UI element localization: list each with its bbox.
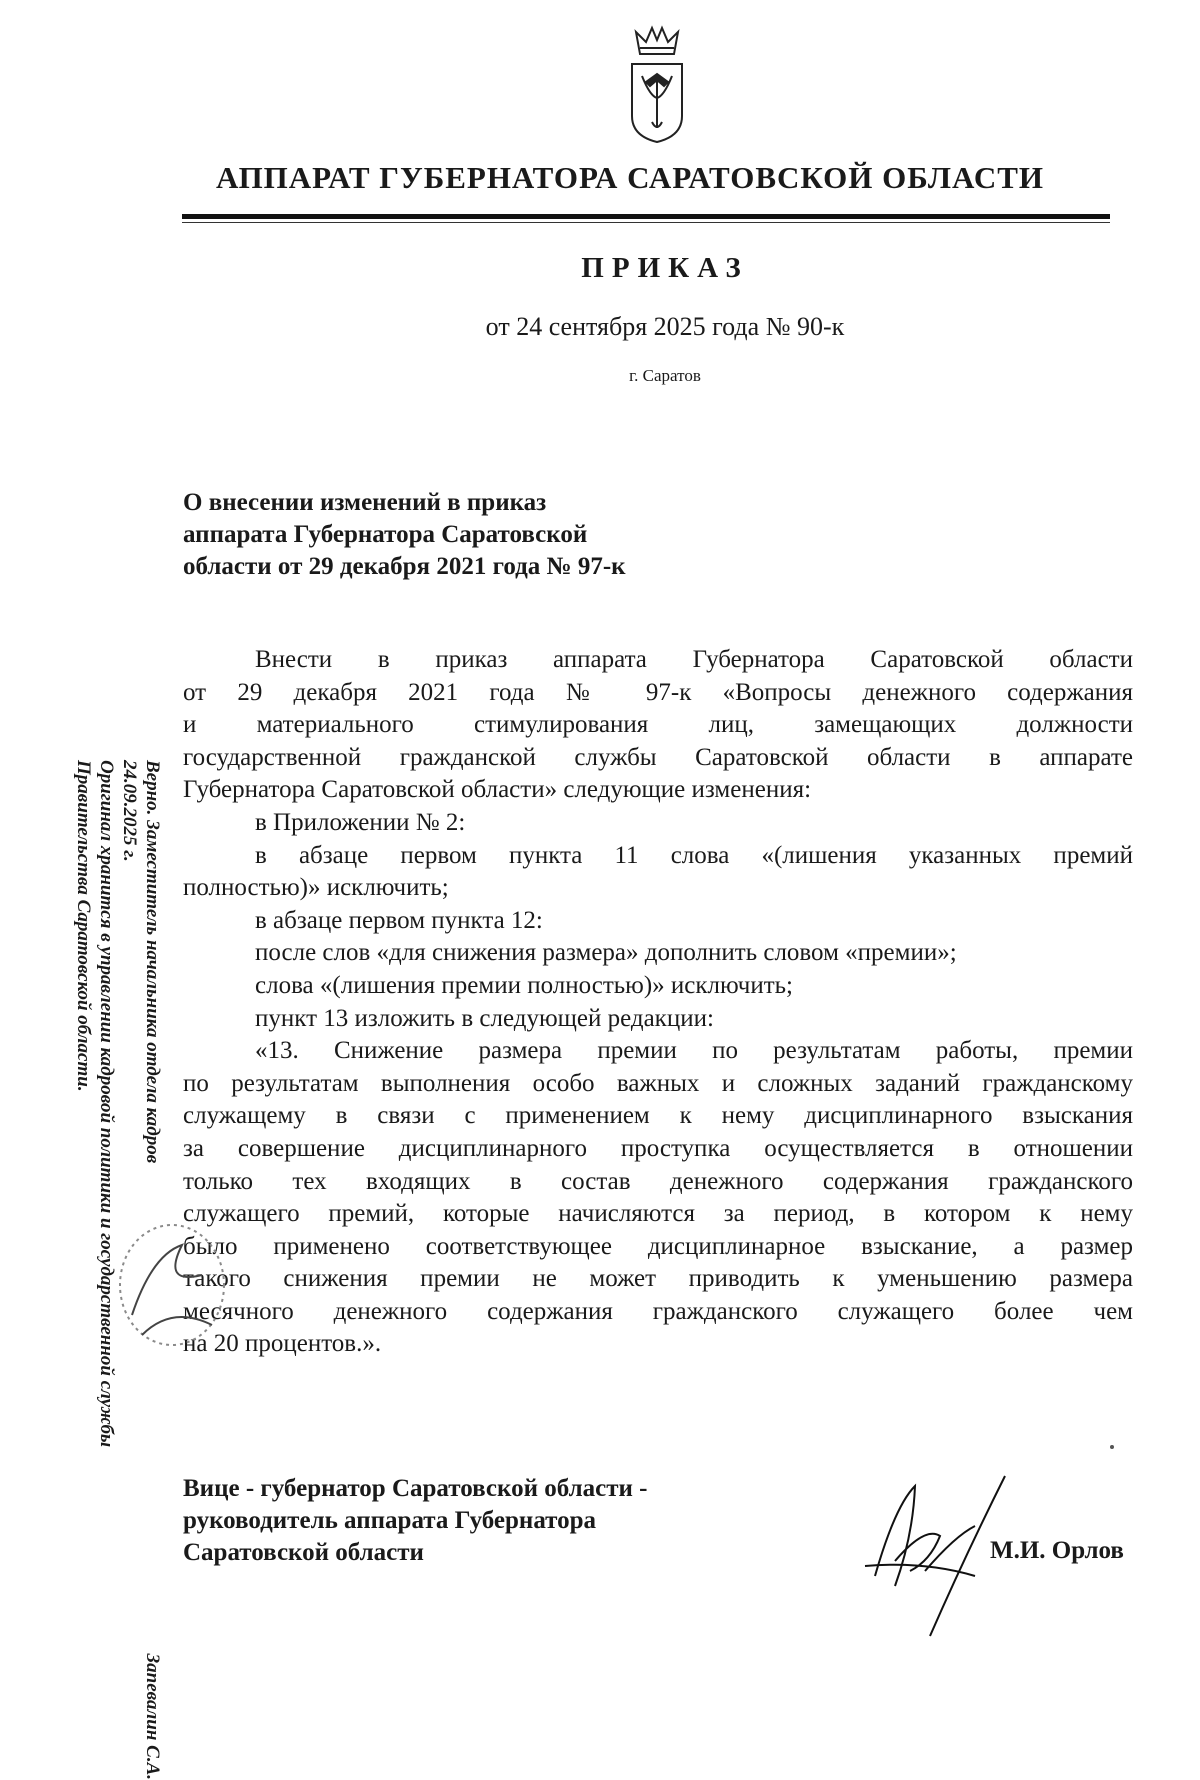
signer-position [183, 1473, 803, 1569]
certification-line [141, 760, 164, 1780]
body-line: в абзаце первом пункта 12: [183, 905, 1133, 938]
certification-line: Правительства Саратовской области. [72, 760, 95, 1780]
scan-speck [1110, 1445, 1114, 1449]
body-line: и материального стимулирования лиц, замещающих должности [183, 709, 1133, 742]
body-line: было применено соответствующее дисциплинарное взыскание, а размер [183, 1231, 1133, 1264]
document-subject [183, 487, 783, 583]
organization-title: АППАРАТ ГУБЕРНАТОРА САРАТОВСКОЙ ОБЛАСТИ [180, 160, 1080, 196]
body-line: полностью)» исключить; [183, 872, 1133, 905]
certifier-name: Запевалин С.А. [141, 1654, 164, 1780]
header-divider-thick [182, 214, 1110, 219]
saratov-coat-of-arms-icon [626, 24, 688, 144]
document-body [183, 644, 1133, 1361]
certification-line: Оригинал хранится в управлении кадровой политики и государственной службы [95, 760, 118, 1780]
body-line: «13. Снижение размера премии по результатам работы, премии [183, 1035, 1133, 1068]
signer-position-line: Саратовской области [183, 1537, 803, 1569]
body-line: служащего премий, которые начисляются за период, в котором к нему [183, 1198, 1133, 1231]
subject-line: аппарата Губернатора Саратовской [183, 519, 783, 551]
body-line: Губернатора Саратовской области» следующие изменения: [183, 774, 1133, 807]
body-line: только тех входящих в состав денежного содержания гражданского [183, 1166, 1133, 1199]
body-line: после слов «для снижения размера» дополнить словом «премии»; [183, 937, 1133, 970]
signer-name: М.И. Орлов [990, 1537, 1124, 1565]
document-type: ПРИКАЗ [300, 252, 1030, 285]
body-line: за совершение дисциплинарного проступка осуществляется в отношении [183, 1133, 1133, 1166]
certification-note [24, 760, 164, 1780]
body-line: Внести в приказ аппарата Губернатора Саратовской области [183, 644, 1133, 677]
body-line: слова «(лишения премии полностью)» исключить; [183, 970, 1133, 1003]
certification-date: 24.09.2025 г. [118, 760, 141, 1780]
body-line: на 20 процентов.». [183, 1328, 1133, 1361]
body-line: служащему в связи с применением к нему дисциплинарного взыскания [183, 1100, 1133, 1133]
certification-text: Верно. Заместитель начальника отдела кадров [142, 760, 163, 1163]
body-line: месячного денежного содержания гражданского служащего более чем [183, 1296, 1133, 1329]
body-line: в абзаце первом пункта 11 слова «(лишения указанных премий [183, 840, 1133, 873]
body-line: государственной гражданской службы Саратовской области в аппарате [183, 742, 1133, 775]
subject-line: области от 29 декабря 2021 года № 97-к [183, 551, 783, 583]
header-divider-thin [182, 222, 1110, 223]
signer-position-line: руководитель аппарата Губернатора [183, 1505, 803, 1537]
document-date-number: от 24 сентября 2025 года № 90-к [300, 312, 1030, 342]
signer-position-line: Вице - губернатор Саратовской области - [183, 1473, 803, 1505]
document-city: г. Саратов [300, 366, 1030, 386]
body-line: такого снижения премии не может приводить к уменьшению размера [183, 1263, 1133, 1296]
subject-line: О внесении изменений в приказ [183, 487, 783, 519]
body-line: по результатам выполнения особо важных и сложных заданий гражданскому [183, 1068, 1133, 1101]
body-line: в Приложении № 2: [183, 807, 1133, 840]
body-line: от 29 декабря 2021 года № 97-к «Вопросы денежного содержания [183, 677, 1133, 710]
body-line: пункт 13 изложить в следующей редакции: [183, 1003, 1133, 1036]
